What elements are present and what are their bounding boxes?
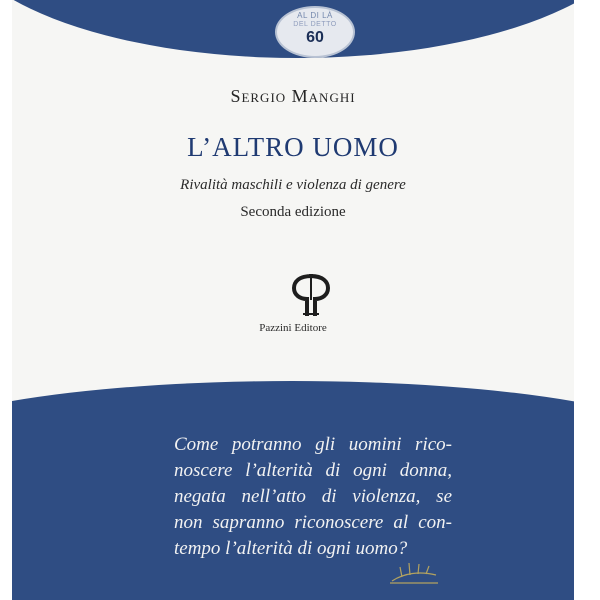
author-name: Sergio Manghi: [230, 86, 356, 106]
series-badge: [275, 6, 355, 58]
quote-line: tempo l’alterità di ogni uomo?: [174, 538, 408, 559]
cover-paper: [12, 0, 574, 600]
quote-line: Come potranno gli uomini rico-: [174, 434, 452, 455]
ornament-icon: [384, 555, 444, 585]
quote-line: non sapranno riconoscere al con-: [174, 512, 452, 533]
book-title: L’ALTRO UOMO: [187, 132, 399, 162]
series-name: AL DI LÀ: [297, 11, 333, 20]
series-subname: DEL DETTO: [293, 21, 337, 28]
quote-line: noscere l’alterità di ogni donna,: [174, 460, 452, 481]
quote-line: negata nell’atto di violenza, se: [174, 486, 452, 507]
publisher-logo-icon: [290, 272, 332, 318]
publisher-name: Pazzini Editore: [259, 322, 327, 334]
back-quote: [174, 432, 452, 562]
edition-label: Seconda edizione: [240, 204, 346, 220]
series-number: 60: [306, 29, 324, 46]
book-subtitle: Rivalità maschili e violenza di genere: [180, 177, 406, 193]
